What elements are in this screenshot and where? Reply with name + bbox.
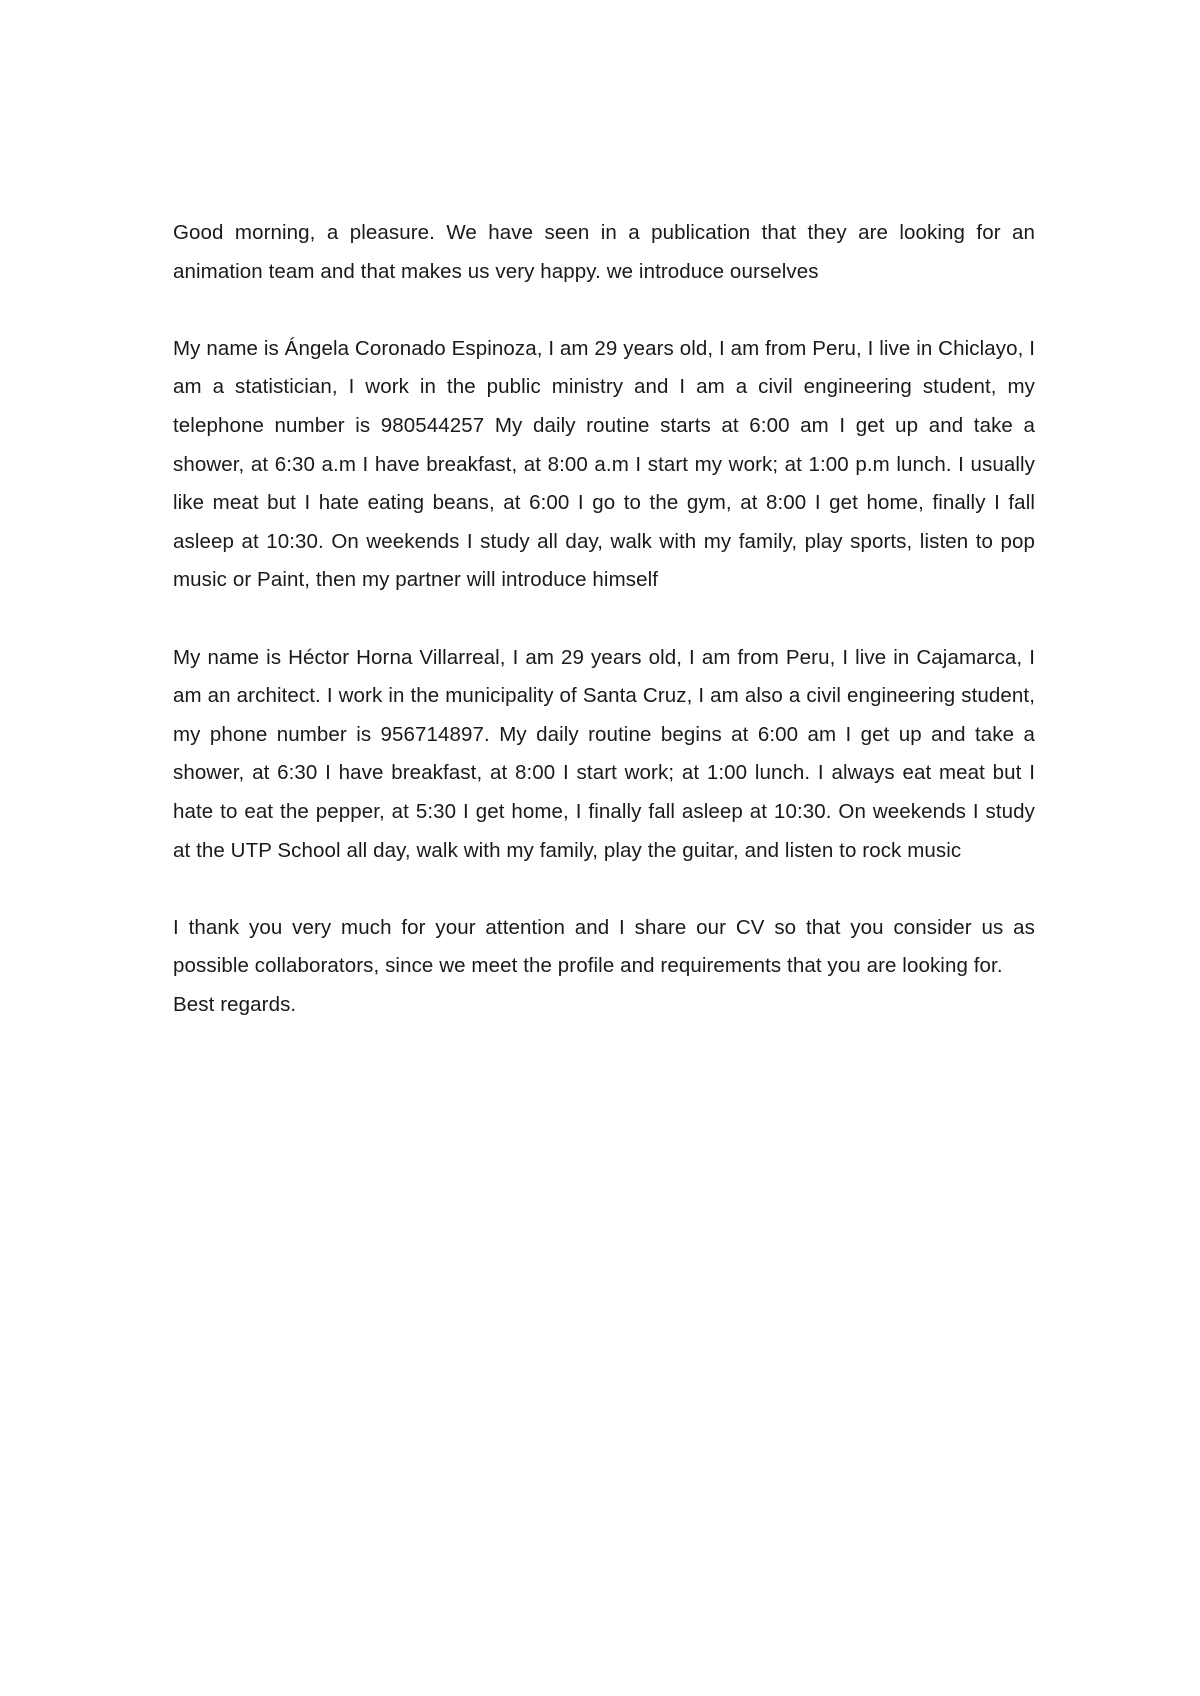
- hector-introduction-paragraph: My name is Héctor Horna Villarreal, I am 29 years old, I am from Peru, I live in Cajamarca, I am an architect. I work in the municipality of Santa Cruz, I am also a civil engineering student, my phone number is 956714897. My daily routine begins at 6:00 am I get up and take a shower, at 6:30 I have breakfast, at 8:00 I start work; at 1:00 lunch. I always eat meat but I hate to eat the pepper, at 5:30 I get home, I finally fall asleep at 10:30. On weekends I study at the UTP School all day, walk with my family, play the guitar, and listen to rock music: [173, 645, 1035, 862]
- angela-introduction-paragraph: My name is Ángela Coronado Espinoza, I am 29 years old, I am from Peru, I live in Chiclayo, I am a statistician, I work in the public ministry and I am a civil engineering student, my telephone number is 980544257 My daily routine starts at 6:00 am I get up and take a shower, at 6:30 a.m I have breakfast, at 8:00 a.m I start my work; at 1:00 p.m lunch. I usually like meat but I hate eating beans, at 6:00 I go to the gym, at 8:00 I get home, finally I fall asleep at 10:30. On weekends I study all day, walk with my family, play sports, listen to pop music or Paint, then my partner will introduce himself: [173, 336, 1035, 592]
- letter-body: [173, 214, 1035, 1024]
- greeting-paragraph: Good morning, a pleasure. We have seen in a publication that they are looking for an animation team and that makes us very happy. we introduce ourselves: [173, 221, 1035, 283]
- closing-line: Best regards.: [173, 992, 297, 1016]
- thanks-paragraph: I thank you very much for your attention and I share our CV so that you consider us as possible collaborators, since we meet the profile and requirements that you are looking for.: [173, 915, 1035, 978]
